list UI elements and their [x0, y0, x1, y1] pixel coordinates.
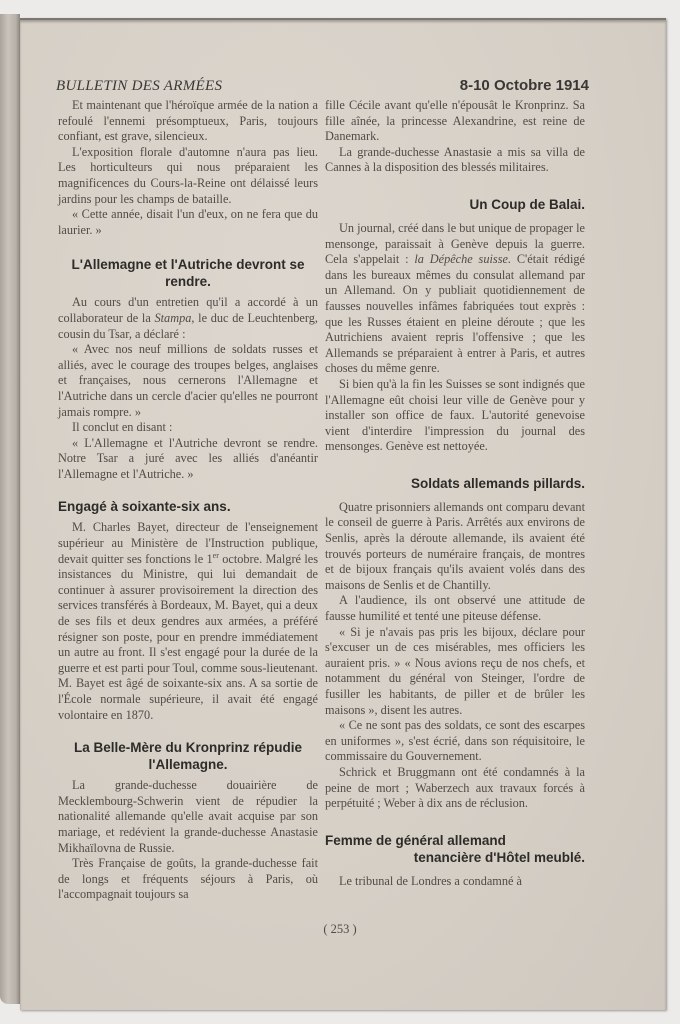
article-paragraph: « L'Allemagne et l'Autriche devront se rendre. Notre Tsar a juré avec les alliés d'anéantir l'Allemagne et l'Autriche. »: [58, 435, 318, 481]
text-span: le duc de Leuchtenberg, cousin du Tsar, a déclaré :: [58, 310, 318, 341]
text-span: octobre. Malgré les insistances du Ministre, qui lui demandait de continuer à assurer provisoirement la direction des services transférés à Bordeaux, M. Bayet, qui a deux de ses fils et deux gendres aux armées, a préféré résigner son poste, pour en prendre immédiatement un autre au front. Il s'est engagé pour la durée de la guerre et est parti pour Toul, comme sous-lieutenant. M. Bayet est âgé de soixante-six ans. A sa sortie de l'École normale supérieure, il avait été engagé volontaire en 1870.: [58, 551, 318, 722]
article-paragraph: [58, 520, 318, 723]
article-paragraph: A l'audience, ils ont observé une attitude de fausse humilité et tenté une piteuse défense.: [325, 593, 585, 624]
article-paragraph: « Avec nos neuf millions de soldats russes et alliés, avec le courage des troupes belges, anglaises et françaises, nous cernerons l'Allemagne et l'Autriche dans un cercle d'acier qu'elles ne pourront jamais rompre. »: [58, 342, 318, 419]
left-column: [58, 98, 318, 903]
text-span: Au cours d'un entretien qu'il a accordé à un collaborateur de la: [58, 295, 318, 325]
article-headline: Femme de général allemand: [325, 832, 506, 848]
article-headline: tenancière d'Hôtel meublé.: [413, 849, 585, 865]
continued-paragraph: fille Cécile avant qu'elle n'épousât le Kronprinz. Sa fille aînée, la princesse Alexandrine, est reine de Danemark.: [325, 98, 585, 144]
page-number: ( 253 ): [323, 922, 357, 936]
article-paragraph: Quatre prisonniers allemands ont comparu devant le conseil de guerre à Paris. Arrêtés aux environs de Senlis, après la déroute allemande, ils avaient été trouvés porteurs de numéraire français, de montres et de bijoux français qu'ils avaient volés dans des maisons de Senlis et de Chantilly.: [325, 499, 585, 592]
article-paragraph: « Ce ne sont pas des soldats, ce sont des escarpes en uniformes », s'est écrié, dans son réquisitoire, le commissaire du Gouvernement.: [325, 718, 585, 764]
newspaper-name: la Dépêche suisse.: [414, 252, 512, 267]
intro-paragraph: Et maintenant que l'héroïque armée de la nation a refoulé l'ennemi présomptueux, Paris, toujours confiant, est grave, silencieux.: [58, 98, 318, 144]
article-headline: Un Coup de Balai.: [469, 196, 585, 212]
article-headline: Soldats allemands pillards.: [410, 475, 585, 491]
article-paragraph: Schrick et Bruggmann ont été condamnés à la peine de mort ; Waberzech aux travaux forcés à perpétuité ; Weber à dix ans de réclusion.: [325, 764, 585, 811]
publication-title: BULLETIN DES ARMÉES: [56, 78, 223, 94]
text-span: C'était rédigé dans les bureaux mêmes du consulat allemand par un Allemand. On y publiait quotidiennement de fausses nouvelles infâmes fabriquées tout exprès : que les Russes étaient en pleine déroute ; que les Autrichiens avaient repris l'offensive ; que les Allemands se préparaient à entrer à Paris, et autres choses du même genre.: [325, 252, 585, 376]
article-paragraph: « Si je n'avais pas pris les bijoux, déclare pour s'excuser un de ces misérables, mes officiers les auraient pris. » « Nous avions reçu de nos chefs, et notamment du général von Steinger, l'ordre de fusiller les habitants, de piller et de brûler les maisons », disent les autres.: [325, 624, 585, 717]
continued-paragraph: La grande-duchesse Anastasie a mis sa villa de Cannes à la disposition des blessés militaires.: [325, 144, 585, 175]
intro-paragraph: « Cette année, disait l'un d'eux, on ne fera que du laurier. »: [58, 207, 318, 237]
text-span: Un journal, créé dans le but unique de propager le mensonge, paraissait à Genève depuis la guerre. Cela s'appelait :: [325, 220, 585, 267]
article-paragraph: Très Française de goûts, la grande-duchesse fait de longs et fréquents séjours à Paris, où l'accompagnait toujours sa: [58, 856, 318, 902]
article-paragraph: [58, 295, 318, 342]
article-paragraph: La grande-duchesse douairière de Mecklembourg-Schwerin vient de répudier la nationalité allemande qu'elle avait acquise par son mariage, et redévient la grande-duchesse Anastasie Mikhaïlovna de Russie.: [58, 778, 318, 855]
article-headline: L'Allemagne et l'Autriche devront se rendre.: [71, 257, 305, 290]
newspaper-name: Stampa,: [154, 310, 195, 325]
intro-paragraph: L'exposition florale d'automne n'aura pas lieu. Les horticulteurs qui nous préparaient les magnificences du Cours-la-Reine ont délaissé leurs jardins pour les champs de bataille.: [58, 144, 318, 206]
article-headline: La Belle-Mère du Kronprinz répudie l'Allemagne.: [73, 740, 303, 773]
article-paragraph: Le tribunal de Londres a condamné à: [339, 873, 523, 888]
article-paragraph: Si bien qu'à la fin les Suisses se sont indignés que l'Allemagne eût choisi leur ville de Genève pour y installer son office de faux. L'autorité genevoise vient d'interdire l'impression du journal des mensonges. Genève est nettoyée.: [325, 376, 585, 454]
ordinal-suffix: er: [212, 550, 219, 560]
article-paragraph: [325, 221, 585, 377]
adjacent-page-edge: [0, 14, 20, 1004]
article-headline: Engagé à soixante-six ans.: [58, 499, 231, 515]
article-paragraph: Il conclut en disant :: [72, 420, 173, 435]
text-span: M. Charles Bayet, directeur de l'enseignement supérieur au Ministère de l'Instruction publique, devait quitter ses fonctions le 1: [58, 520, 318, 566]
issue-date: 8-10 Octobre 1914: [459, 77, 589, 94]
right-column: [325, 98, 585, 889]
